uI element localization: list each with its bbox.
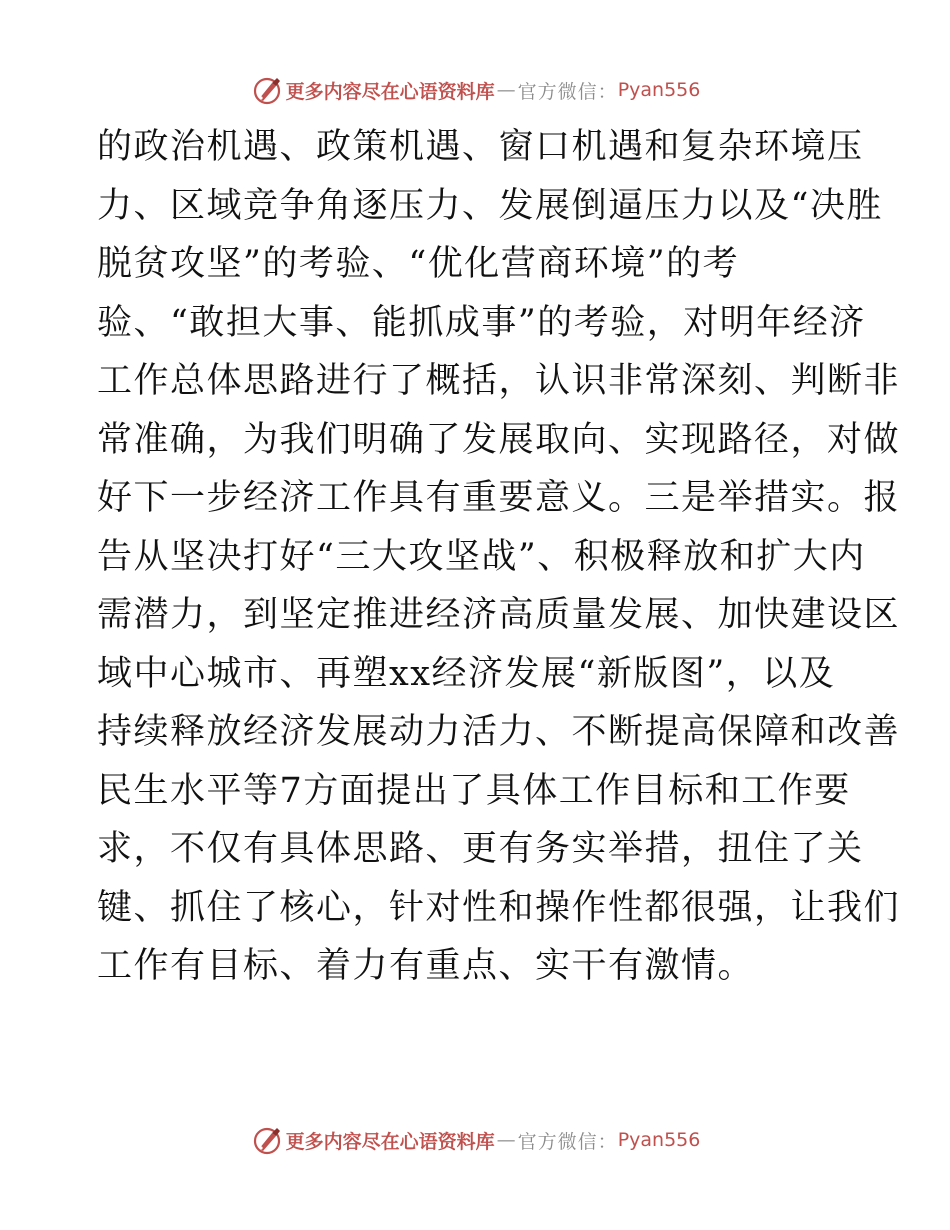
body-line: 持续释放经济发展动力活力、不断提高保障和改善 [97,712,901,752]
body-line: 键、抓住了核心，针对性和操作性都很强，让我们 [97,887,901,928]
body-line: 常准确，为我们明确了发展取向、实现路径，对做 [97,419,901,460]
banner-brand-text: 更多内容尽在心语资料库 [285,1130,495,1153]
pen-logo-icon [250,73,284,107]
body-line: 脱贫攻坚”的考验、“优化营商环境”的考 [97,244,740,284]
body-line: 工作总体思路进行了概括，认识非常深刻、判断非 [97,361,901,401]
banner-official-label: 官方微信： [517,1130,618,1153]
body-line: 域中心城市、再塑xx经济发展“新版图”，以及 [97,653,836,694]
body-line: 验、“敢担大事、能抓成事”的考验，对明年经济 [97,302,866,343]
banner-wechat-id: Pyan556 [617,79,701,101]
body-line: 告从坚决打好“三大攻坚战”、积极释放和扩大内 [97,536,866,577]
header-banner [0,70,950,110]
body-line: 工作有目标、着力有重点、实干有激情。 [97,946,755,986]
body-line: 好下一步经济工作具有重要意义。三是举措实。报 [97,478,901,518]
footer-banner [0,1120,950,1160]
body-line: 的政治机遇、政策机遇、窗口机遇和复杂环境压 [97,127,864,167]
body-line: 力、区域竞争角逐压力、发展倒逼压力以及“决胜 [97,185,883,226]
body-line: 需潜力，到坚定推进经济高质量发展、加快建设区 [97,595,901,635]
banner-official-label: 官方微信： [517,80,618,103]
pen-logo-icon [250,1123,284,1157]
banner-brand-text: 更多内容尽在心语资料库 [285,80,495,103]
banner-dash: — [496,1129,516,1151]
banner-dash: — [496,79,516,101]
document-body [97,118,901,996]
banner-wechat-id: Pyan556 [617,1129,701,1151]
body-line: 求，不仅有具体思路、更有务实举措，扭住了关 [97,829,864,869]
body-line: 民生水平等7方面提出了具体工作目标和工作要 [97,770,851,811]
